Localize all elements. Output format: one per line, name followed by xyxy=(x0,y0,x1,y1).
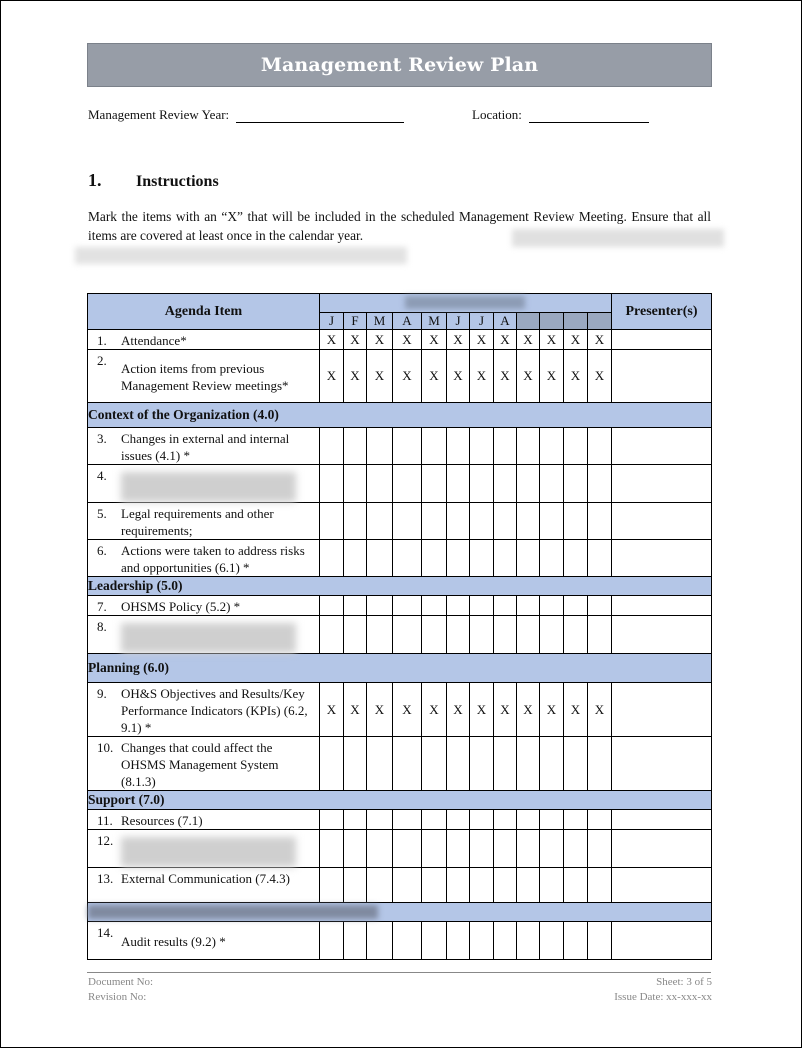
month-check-cell[interactable] xyxy=(494,830,517,868)
agenda-item xyxy=(88,503,320,540)
item-text: Actions were taken to address risks and opportunities (6.1) * xyxy=(121,543,305,575)
month-check-cell[interactable] xyxy=(588,503,612,540)
month-check-cell[interactable] xyxy=(320,922,344,960)
review-year-label: Management Review Year: xyxy=(88,107,230,122)
item-number: 14. xyxy=(97,925,114,940)
month-check-cell[interactable] xyxy=(540,465,564,503)
month-check-cell[interactable]: X xyxy=(344,350,367,403)
month-check-cell[interactable]: X xyxy=(517,683,540,737)
item-text: OHSMS Policy (5.2) * xyxy=(121,599,241,614)
agenda-item xyxy=(88,330,320,350)
item-number: 2. xyxy=(97,353,107,368)
month-check-cell[interactable] xyxy=(367,810,393,830)
month-check-cell[interactable] xyxy=(470,868,494,903)
month-check-cell[interactable] xyxy=(367,540,393,577)
month-check-cell[interactable] xyxy=(447,540,470,577)
agenda-item xyxy=(88,922,320,960)
presenter-cell[interactable] xyxy=(612,922,712,960)
sheet-number: Sheet: 3 of 5 xyxy=(656,976,712,988)
month-check-cell[interactable] xyxy=(564,465,588,503)
month-check-cell[interactable] xyxy=(320,596,344,616)
month-header: A xyxy=(494,313,517,330)
month-check-cell[interactable] xyxy=(393,596,422,616)
month-check-cell[interactable]: X xyxy=(517,330,540,350)
month-check-cell[interactable] xyxy=(367,503,393,540)
month-check-cell[interactable] xyxy=(344,540,367,577)
month-check-cell[interactable] xyxy=(367,428,393,465)
month-check-cell[interactable] xyxy=(588,922,612,960)
month-check-cell[interactable] xyxy=(367,465,393,503)
month-check-cell[interactable] xyxy=(588,540,612,577)
redacted-text xyxy=(88,905,378,919)
month-header: M xyxy=(422,313,447,330)
month-check-cell[interactable] xyxy=(447,830,470,868)
item-number: 3. xyxy=(97,431,107,446)
month-check-cell[interactable]: X xyxy=(588,350,612,403)
month-check-cell[interactable] xyxy=(540,868,564,903)
month-check-cell[interactable] xyxy=(422,540,447,577)
section-redacted xyxy=(88,903,712,922)
month-check-cell[interactable] xyxy=(494,737,517,791)
month-header: F xyxy=(344,313,367,330)
section-title: Context of the Organization (4.0) xyxy=(88,403,712,428)
table-row xyxy=(88,922,712,960)
month-check-cell[interactable] xyxy=(588,616,612,654)
presenter-cell[interactable] xyxy=(612,737,712,791)
month-check-cell[interactable] xyxy=(367,737,393,791)
section-row xyxy=(88,577,712,596)
item-number: 11. xyxy=(97,813,113,828)
months-header xyxy=(320,294,612,313)
table-row xyxy=(88,596,712,616)
presenter-cell[interactable] xyxy=(612,428,712,465)
month-check-cell[interactable] xyxy=(540,810,564,830)
month-check-cell[interactable] xyxy=(320,868,344,903)
month-check-cell[interactable] xyxy=(320,616,344,654)
redacted-text xyxy=(405,296,525,309)
instructions-text: Mark the items with an “X” that will be included in the scheduled Management Review Meeting. Ensure that all items are covered at least once in the calendar year. xyxy=(88,209,711,243)
table-row xyxy=(88,830,712,868)
month-check-cell[interactable] xyxy=(393,540,422,577)
month-check-cell[interactable] xyxy=(422,596,447,616)
month-check-cell[interactable] xyxy=(470,596,494,616)
month-check-cell[interactable] xyxy=(494,596,517,616)
month-check-cell[interactable] xyxy=(393,830,422,868)
month-check-cell[interactable] xyxy=(470,810,494,830)
item-text: Action items from previous Management Review meetings* xyxy=(121,361,289,393)
agenda-item xyxy=(88,616,320,654)
month-check-cell[interactable] xyxy=(540,503,564,540)
month-check-cell[interactable] xyxy=(447,465,470,503)
month-check-cell[interactable] xyxy=(540,596,564,616)
month-check-cell[interactable] xyxy=(344,596,367,616)
table-row xyxy=(88,465,712,503)
month-check-cell[interactable] xyxy=(447,868,470,903)
month-check-cell[interactable] xyxy=(540,428,564,465)
month-check-cell[interactable] xyxy=(494,922,517,960)
presenter-cell[interactable] xyxy=(612,540,712,577)
month-check-cell[interactable]: X xyxy=(588,683,612,737)
month-check-cell[interactable] xyxy=(422,428,447,465)
month-check-cell[interactable] xyxy=(517,868,540,903)
month-check-cell[interactable] xyxy=(588,596,612,616)
month-check-cell[interactable] xyxy=(517,503,540,540)
item-number: 13. xyxy=(97,871,114,886)
month-check-cell[interactable] xyxy=(564,868,588,903)
month-check-cell[interactable] xyxy=(367,868,393,903)
section-row xyxy=(88,654,712,683)
section-title: Leadership (5.0) xyxy=(88,577,712,596)
section-title: Planning (6.0) xyxy=(88,654,712,683)
month-check-cell[interactable] xyxy=(393,810,422,830)
month-check-cell[interactable] xyxy=(564,596,588,616)
table-row xyxy=(88,810,712,830)
month-check-cell[interactable] xyxy=(422,465,447,503)
month-check-cell[interactable] xyxy=(344,810,367,830)
presenter-cell[interactable] xyxy=(612,465,712,503)
month-check-cell[interactable] xyxy=(367,830,393,868)
presenter-cell[interactable] xyxy=(612,683,712,737)
month-check-cell[interactable]: X xyxy=(470,330,494,350)
month-check-cell[interactable]: X xyxy=(540,350,564,403)
month-check-cell[interactable] xyxy=(564,428,588,465)
month-check-cell[interactable] xyxy=(540,540,564,577)
month-header: J xyxy=(320,313,344,330)
table-row xyxy=(88,868,712,903)
month-check-cell[interactable] xyxy=(494,616,517,654)
agenda-item xyxy=(88,465,320,503)
month-check-cell[interactable] xyxy=(494,503,517,540)
item-number: 10. xyxy=(97,740,114,755)
month-check-cell[interactable] xyxy=(517,922,540,960)
presenters-header: Presenter(s) xyxy=(612,294,712,330)
presenter-cell[interactable] xyxy=(612,616,712,654)
month-check-cell[interactable]: X xyxy=(320,350,344,403)
month-check-cell[interactable] xyxy=(517,596,540,616)
month-check-cell[interactable] xyxy=(422,616,447,654)
title-banner xyxy=(87,43,712,87)
month-check-cell[interactable] xyxy=(367,596,393,616)
month-check-cell[interactable]: X xyxy=(470,683,494,737)
month-check-cell[interactable]: X xyxy=(344,683,367,737)
presenter-cell[interactable] xyxy=(612,596,712,616)
redacted-text xyxy=(121,837,296,867)
month-check-cell[interactable] xyxy=(393,616,422,654)
month-check-cell[interactable]: X xyxy=(494,350,517,403)
month-check-cell[interactable]: X xyxy=(393,330,422,350)
month-check-cell[interactable]: X xyxy=(367,330,393,350)
month-check-cell[interactable] xyxy=(564,830,588,868)
month-check-cell[interactable] xyxy=(344,428,367,465)
page-title: Management Review Plan xyxy=(260,54,539,76)
month-check-cell[interactable] xyxy=(540,830,564,868)
month-check-cell[interactable] xyxy=(320,465,344,503)
month-check-cell[interactable]: X xyxy=(320,330,344,350)
month-check-cell[interactable] xyxy=(517,465,540,503)
month-header-redacted xyxy=(540,313,564,330)
month-check-cell[interactable]: X xyxy=(470,350,494,403)
month-header: M xyxy=(367,313,393,330)
month-check-cell[interactable] xyxy=(344,465,367,503)
month-check-cell[interactable] xyxy=(422,830,447,868)
item-text: Changes in external and internal issues (4.1) * xyxy=(121,431,290,463)
month-check-cell[interactable] xyxy=(517,428,540,465)
review-year-field xyxy=(88,107,404,123)
month-check-cell[interactable] xyxy=(447,503,470,540)
agenda-item xyxy=(88,683,320,737)
month-check-cell[interactable] xyxy=(320,503,344,540)
review-year-input[interactable] xyxy=(236,108,404,123)
item-text: Changes that could affect the OHSMS Management System (8.1.3) xyxy=(121,740,279,789)
month-check-cell[interactable] xyxy=(588,428,612,465)
month-check-cell[interactable] xyxy=(564,503,588,540)
review-plan-table xyxy=(87,293,712,960)
month-check-cell[interactable] xyxy=(320,737,344,791)
month-check-cell[interactable] xyxy=(447,810,470,830)
month-check-cell[interactable]: X xyxy=(344,330,367,350)
month-check-cell[interactable]: X xyxy=(393,350,422,403)
agenda-item xyxy=(88,596,320,616)
issue-date: Issue Date: xx-xxx-xx xyxy=(614,991,712,1003)
month-check-cell[interactable] xyxy=(564,737,588,791)
agenda-item xyxy=(88,737,320,791)
section-heading xyxy=(88,170,219,191)
item-number: 6. xyxy=(97,543,107,558)
section-title: Support (7.0) xyxy=(88,791,712,810)
month-check-cell[interactable] xyxy=(494,540,517,577)
location-input[interactable] xyxy=(529,108,649,123)
month-check-cell[interactable] xyxy=(320,810,344,830)
month-check-cell[interactable] xyxy=(447,428,470,465)
month-check-cell[interactable] xyxy=(393,868,422,903)
month-header-redacted xyxy=(517,313,540,330)
table-row xyxy=(88,737,712,791)
item-number: 4. xyxy=(97,468,107,483)
item-number: 12. xyxy=(97,833,114,848)
document-no: Document No: xyxy=(88,976,154,988)
agenda-item xyxy=(88,810,320,830)
section-row xyxy=(88,903,712,922)
section-number: 1. xyxy=(88,170,102,190)
month-header: J xyxy=(470,313,494,330)
month-check-cell[interactable] xyxy=(422,868,447,903)
month-check-cell[interactable]: X xyxy=(367,683,393,737)
presenter-cell[interactable] xyxy=(612,830,712,868)
month-check-cell[interactable]: X xyxy=(494,683,517,737)
month-check-cell[interactable] xyxy=(367,616,393,654)
section-title: Instructions xyxy=(136,173,219,190)
month-check-cell[interactable]: X xyxy=(517,350,540,403)
month-check-cell[interactable] xyxy=(540,922,564,960)
month-check-cell[interactable]: X xyxy=(564,350,588,403)
section-row xyxy=(88,403,712,428)
month-check-cell[interactable] xyxy=(344,922,367,960)
item-number: 7. xyxy=(97,599,107,614)
month-check-cell[interactable] xyxy=(447,737,470,791)
agenda-item xyxy=(88,830,320,868)
month-check-cell[interactable] xyxy=(470,428,494,465)
redacted-text xyxy=(121,623,296,653)
item-text: Legal requirements and other requirements; xyxy=(121,506,274,538)
month-check-cell[interactable] xyxy=(344,868,367,903)
month-check-cell[interactable] xyxy=(517,616,540,654)
month-check-cell[interactable] xyxy=(494,868,517,903)
month-check-cell[interactable]: X xyxy=(320,683,344,737)
month-check-cell[interactable] xyxy=(564,616,588,654)
month-header: A xyxy=(393,313,422,330)
month-check-cell[interactable] xyxy=(393,922,422,960)
agenda-item xyxy=(88,428,320,465)
month-check-cell[interactable]: X xyxy=(447,330,470,350)
month-check-cell[interactable]: X xyxy=(540,330,564,350)
item-number: 9. xyxy=(97,686,107,701)
month-header: J xyxy=(447,313,470,330)
month-check-cell[interactable] xyxy=(470,465,494,503)
month-check-cell[interactable] xyxy=(494,465,517,503)
month-check-cell[interactable]: X xyxy=(494,330,517,350)
month-check-cell[interactable] xyxy=(517,810,540,830)
month-check-cell[interactable] xyxy=(517,830,540,868)
month-check-cell[interactable]: X xyxy=(564,330,588,350)
month-check-cell[interactable] xyxy=(588,465,612,503)
month-check-cell[interactable] xyxy=(564,540,588,577)
month-check-cell[interactable]: X xyxy=(540,683,564,737)
month-check-cell[interactable] xyxy=(564,810,588,830)
month-check-cell[interactable] xyxy=(422,737,447,791)
month-check-cell[interactable] xyxy=(344,616,367,654)
agenda-item xyxy=(88,540,320,577)
month-check-cell[interactable]: X xyxy=(588,330,612,350)
footer-divider xyxy=(87,972,711,973)
month-check-cell[interactable] xyxy=(494,428,517,465)
table-row xyxy=(88,428,712,465)
month-check-cell[interactable] xyxy=(588,868,612,903)
agenda-item-header: Agenda Item xyxy=(88,294,320,330)
month-check-cell[interactable] xyxy=(588,737,612,791)
month-check-cell[interactable] xyxy=(470,503,494,540)
month-check-cell[interactable] xyxy=(320,540,344,577)
month-check-cell[interactable] xyxy=(344,830,367,868)
month-check-cell[interactable]: X xyxy=(422,350,447,403)
table-row xyxy=(88,683,712,737)
month-check-cell[interactable]: X xyxy=(422,330,447,350)
month-check-cell[interactable] xyxy=(540,616,564,654)
month-check-cell[interactable] xyxy=(470,540,494,577)
month-check-cell[interactable] xyxy=(470,616,494,654)
month-check-cell[interactable] xyxy=(564,922,588,960)
item-number: 5. xyxy=(97,506,107,521)
presenter-cell[interactable] xyxy=(612,810,712,830)
month-check-cell[interactable] xyxy=(540,737,564,791)
month-check-cell[interactable] xyxy=(517,540,540,577)
month-check-cell[interactable] xyxy=(588,810,612,830)
table-row xyxy=(88,540,712,577)
month-check-cell[interactable] xyxy=(367,922,393,960)
month-check-cell[interactable]: X xyxy=(447,683,470,737)
location-field xyxy=(472,107,649,123)
table-row xyxy=(88,503,712,540)
month-check-cell[interactable] xyxy=(447,596,470,616)
item-text: Attendance* xyxy=(121,333,187,348)
month-check-cell[interactable]: X xyxy=(393,683,422,737)
section-row xyxy=(88,791,712,810)
month-check-cell[interactable] xyxy=(470,830,494,868)
presenter-cell[interactable] xyxy=(612,503,712,540)
month-check-cell[interactable]: X xyxy=(447,350,470,403)
month-check-cell[interactable] xyxy=(393,465,422,503)
month-check-cell[interactable] xyxy=(494,810,517,830)
month-check-cell[interactable] xyxy=(393,503,422,540)
month-header-redacted xyxy=(588,313,612,330)
month-check-cell[interactable] xyxy=(470,922,494,960)
month-check-cell[interactable] xyxy=(447,616,470,654)
item-text: Resources (7.1) xyxy=(121,813,203,828)
month-check-cell[interactable] xyxy=(422,810,447,830)
table-row xyxy=(88,350,712,403)
month-check-cell[interactable]: X xyxy=(422,683,447,737)
month-check-cell[interactable] xyxy=(422,503,447,540)
month-check-cell[interactable] xyxy=(517,737,540,791)
item-text: Audit results (9.2) * xyxy=(121,934,226,949)
redacted-text xyxy=(121,472,296,502)
month-check-cell[interactable] xyxy=(422,922,447,960)
item-text: External Communication (7.4.3) xyxy=(121,871,290,886)
month-check-cell[interactable]: X xyxy=(564,683,588,737)
month-check-cell[interactable] xyxy=(344,737,367,791)
month-check-cell[interactable] xyxy=(588,830,612,868)
agenda-item xyxy=(88,868,320,903)
location-label: Location: xyxy=(472,107,522,122)
month-check-cell[interactable] xyxy=(470,737,494,791)
item-text: OH&S Objectives and Results/Key Performance Indicators (KPIs) (6.2, 9.1) * xyxy=(121,686,308,735)
month-check-cell[interactable] xyxy=(393,737,422,791)
month-check-cell[interactable] xyxy=(447,922,470,960)
presenter-cell[interactable] xyxy=(612,350,712,403)
table-row xyxy=(88,330,712,350)
month-check-cell[interactable] xyxy=(320,428,344,465)
month-check-cell[interactable] xyxy=(344,503,367,540)
redacted-text xyxy=(512,229,724,247)
month-header-redacted xyxy=(564,313,588,330)
agenda-item xyxy=(88,350,320,403)
presenter-cell[interactable] xyxy=(612,330,712,350)
month-check-cell[interactable]: X xyxy=(367,350,393,403)
item-number: 8. xyxy=(97,619,107,634)
month-check-cell[interactable] xyxy=(320,830,344,868)
table-row xyxy=(88,616,712,654)
revision-no: Revision No: xyxy=(88,991,147,1003)
presenter-cell[interactable] xyxy=(612,868,712,903)
item-number: 1. xyxy=(97,333,107,348)
month-check-cell[interactable] xyxy=(393,428,422,465)
redacted-text xyxy=(75,247,407,264)
